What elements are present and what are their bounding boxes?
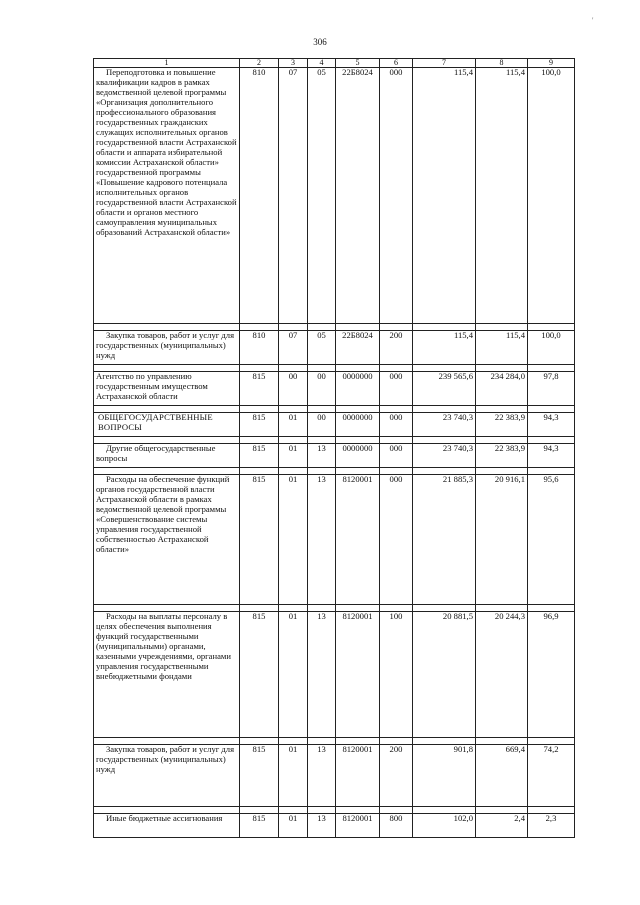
cell-target-article: 8120001 — [336, 475, 380, 605]
table-row — [94, 68, 575, 324]
cell-subsection: 13 — [308, 745, 336, 807]
header-cell: 1 — [94, 59, 240, 68]
header-cell: 3 — [279, 59, 308, 68]
cell-expense-type: 100 — [380, 612, 413, 738]
row-name: ОБЩЕГОСУДАРСТВЕННЫЕ ВОПРОСЫ — [94, 413, 240, 437]
cell-target-article: 8120001 — [336, 745, 380, 807]
header-cell: 4 — [308, 59, 336, 68]
cell-target-article: 0000000 — [336, 413, 380, 437]
row-gap — [94, 738, 575, 745]
cell-percent: 100,0 — [528, 68, 575, 324]
cell-admin-code: 815 — [240, 745, 279, 807]
cell-subsection: 05 — [308, 331, 336, 365]
cell-expense-type: 200 — [380, 331, 413, 365]
cell-target-article: 0000000 — [336, 372, 380, 406]
cell-percent: 97,8 — [528, 372, 575, 406]
row-name: Расходы на выплаты персоналу в целях обеспечения выполнения функций государственными (муниципальными) органами, казенными учреждениями, органами управления государственными внебюджетными фондами — [94, 612, 240, 738]
cell-section: 07 — [279, 68, 308, 324]
cell-section: 01 — [279, 745, 308, 807]
table-row — [94, 372, 575, 406]
cell-percent: 2,3 — [528, 814, 575, 838]
table-row — [94, 444, 575, 468]
header-cell: 6 — [380, 59, 413, 68]
table-row — [94, 413, 575, 437]
row-name: Расходы на обеспечение функций органов государственной власти Астраханской области в рамках ведомственной целевой программы «Совершенствование системы управления государственной собственностью Астраханской области» — [94, 475, 240, 605]
cell-target-article: 0000000 — [336, 444, 380, 468]
cell-admin-code: 810 — [240, 68, 279, 324]
table-row — [94, 475, 575, 605]
cell-target-article: 22Б8024 — [336, 331, 380, 365]
cell-executed: 115,4 — [476, 68, 528, 324]
cell-executed: 20 916,1 — [476, 475, 528, 605]
cell-expense-type: 800 — [380, 814, 413, 838]
cell-planned: 23 740,3 — [413, 413, 476, 437]
cell-percent: 100,0 — [528, 331, 575, 365]
row-name: Закупка товаров, работ и услуг для государственных (муниципальных) нужд — [94, 331, 240, 365]
cell-percent: 94,3 — [528, 444, 575, 468]
cell-admin-code: 815 — [240, 612, 279, 738]
cell-subsection: 05 — [308, 68, 336, 324]
table-row — [94, 612, 575, 738]
header-cell: 9 — [528, 59, 575, 68]
cell-section: 00 — [279, 372, 308, 406]
cell-section: 01 — [279, 444, 308, 468]
cell-planned: 239 565,6 — [413, 372, 476, 406]
cell-admin-code: 815 — [240, 413, 279, 437]
cell-percent: 74,2 — [528, 745, 575, 807]
cell-subsection: 00 — [308, 372, 336, 406]
row-name: Закупка товаров, работ и услуг для государственных (муниципальных) нужд — [94, 745, 240, 807]
cell-executed: 669,4 — [476, 745, 528, 807]
cell-planned: 21 885,3 — [413, 475, 476, 605]
cell-executed: 115,4 — [476, 331, 528, 365]
row-gap — [94, 468, 575, 475]
cell-target-article: 8120001 — [336, 814, 380, 838]
budget-table — [93, 58, 575, 838]
row-gap — [94, 437, 575, 444]
cell-expense-type: 000 — [380, 68, 413, 324]
cell-expense-type: 000 — [380, 372, 413, 406]
cell-admin-code: 815 — [240, 444, 279, 468]
header-cell: 2 — [240, 59, 279, 68]
cell-target-article: 22Б8024 — [336, 68, 380, 324]
cell-expense-type: 000 — [380, 413, 413, 437]
cell-planned: 115,4 — [413, 68, 476, 324]
row-gap — [94, 807, 575, 814]
row-gap — [94, 365, 575, 372]
table-row — [94, 331, 575, 365]
cell-executed: 20 244,3 — [476, 612, 528, 738]
row-name: Иные бюджетные ассигнования — [94, 814, 240, 838]
cell-admin-code: 815 — [240, 475, 279, 605]
cell-percent: 96,9 — [528, 612, 575, 738]
cell-percent: 95,6 — [528, 475, 575, 605]
cell-expense-type: 000 — [380, 475, 413, 605]
cell-target-article: 8120001 — [336, 612, 380, 738]
cell-executed: 234 284,0 — [476, 372, 528, 406]
cell-planned: 901,8 — [413, 745, 476, 807]
row-name: Другие общегосударственные вопросы — [94, 444, 240, 468]
table-row — [94, 814, 575, 838]
row-name: Агентство по управлению государственным имуществом Астраханской области — [94, 372, 240, 406]
cell-subsection: 13 — [308, 612, 336, 738]
cell-section: 01 — [279, 413, 308, 437]
cell-expense-type: 200 — [380, 745, 413, 807]
cell-planned: 102,0 — [413, 814, 476, 838]
cell-executed: 22 383,9 — [476, 413, 528, 437]
cell-admin-code: 810 — [240, 331, 279, 365]
cell-section: 01 — [279, 612, 308, 738]
cell-section: 07 — [279, 331, 308, 365]
cell-planned: 23 740,3 — [413, 444, 476, 468]
header-cell: 8 — [476, 59, 528, 68]
cell-executed: 22 383,9 — [476, 444, 528, 468]
scan-mark: ' — [592, 16, 594, 25]
cell-admin-code: 815 — [240, 372, 279, 406]
cell-planned: 115,4 — [413, 331, 476, 365]
cell-subsection: 13 — [308, 475, 336, 605]
cell-percent: 94,3 — [528, 413, 575, 437]
row-gap — [94, 605, 575, 612]
cell-subsection: 13 — [308, 444, 336, 468]
header-cell: 7 — [413, 59, 476, 68]
cell-subsection: 13 — [308, 814, 336, 838]
row-name: Переподготовка и повышение квалификации кадров в рамках ведомственной целевой программы «Организация дополнительного профессионального образования государственных гражданских служащих исполнительных органов государственной власти Астраханской области и аппарата избирательной комиссии Астраханской области» государственной программы «Повышение кадрового потенциала исполнительных органов государственной власти Астраханской области и органов местного самоуправления муниципальных образований Астраханской области» — [94, 68, 240, 324]
table-header-row — [94, 59, 575, 68]
cell-section: 01 — [279, 814, 308, 838]
cell-subsection: 00 — [308, 413, 336, 437]
page-number: 306 — [313, 37, 327, 47]
cell-planned: 20 881,5 — [413, 612, 476, 738]
cell-executed: 2,4 — [476, 814, 528, 838]
cell-admin-code: 815 — [240, 814, 279, 838]
cell-section: 01 — [279, 475, 308, 605]
cell-expense-type: 000 — [380, 444, 413, 468]
table-row — [94, 745, 575, 807]
row-gap — [94, 324, 575, 331]
row-gap — [94, 406, 575, 413]
header-cell: 5 — [336, 59, 380, 68]
